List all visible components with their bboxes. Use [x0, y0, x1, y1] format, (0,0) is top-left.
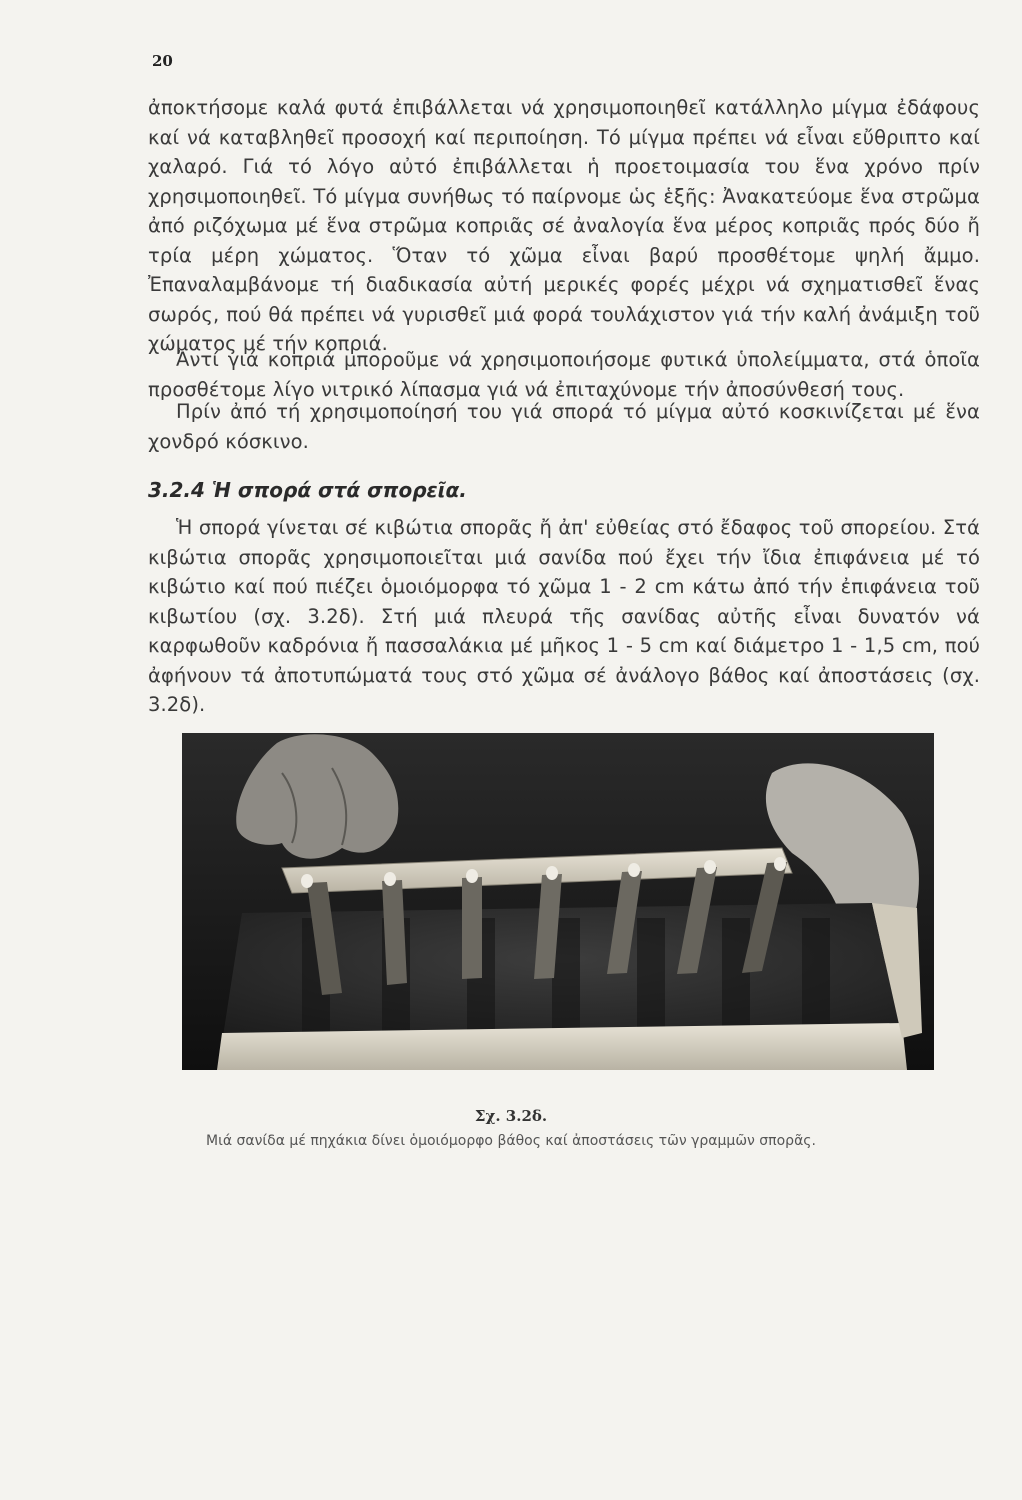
figure-caption: Μιά σανίδα μέ πηχάκια δίνει ὁμοιόμορφο βάθος καί ἀποστάσεις τῶν γραμμῶν σπορᾶς. [206, 1133, 816, 1149]
page-number: 20 [152, 52, 173, 70]
paragraph-plant-residues: Ἀντί γιά κοπριά μποροῦμε νά χρησιμοποιήσομε φυτικά ὑπολείμματα, στά ὁποῖα προσθέτομε λίγο νιτρικό λίπασμα γιά νά ἐπιταχύνομε τήν ἀποσύνθεσή τους. [148, 348, 980, 401]
figure-photo [182, 733, 934, 1070]
section-heading: 3.2.4 Ἡ σπορά στά σπορεῖα. [148, 478, 467, 502]
paragraph-soil-mix: ἀποκτήσομε καλά φυτά ἐπιβάλλεται νά χρησιμοποιηθεῖ κατάλληλο μίγμα ἐδάφους καί νά καταβληθεῖ προσοχή καί περιποίηση. Τό μίγμα πρέπει νά εἶναι εὔθριπτο καί χαλαρό. Γιά τό λόγο αὐτό ἐπιβάλλεται ἡ προετοιμασία του ἕνα χρόνο πρίν χρησιμοποιηθεῖ. Τό μίγμα συνήθως τό παίρνομε ὡς ἑξῆς: Ἀνακατεύομε ἕνα στρῶμα ἀπό ριζόχωμα μέ ἕνα στρῶμα κοπριᾶς σέ ἀναλογία ἕνα μέρος κοπριᾶς πρός δύο ἤ τρία μέρη χώματος. Ὅταν τό χῶμα εἶναι βαρύ προσθέτομε ψηλή ἄμμο. Ἐπαναλαμβάνομε τή διαδικασία αὐτή μερικές φορές μέχρι νά σχηματισθεῖ ἕνας σωρός, πού θά πρέπει νά γυρισθεῖ μιά φορά τουλάχιστον γιά τήν καλή ἀνάμιξη τοῦ χώματος μέ τήν κοπριά. [148, 96, 980, 355]
figure-label: Σχ. 3.2δ. [474, 1107, 548, 1125]
seed-box-board-illustration [182, 733, 934, 1070]
paragraph-sowing: Ἡ σπορά γίνεται σέ κιβώτια σπορᾶς ἤ ἀπ' εὐθείας στό ἔδαφος τοῦ σπορείου. Στά κιβώτια σπορᾶς χρησιμοποιεῖται μιά σανίδα πού ἔχει τήν ἴδια ἐπιφάνεια μέ τό κιβώτιο καί πού πιέζει ὁμοιόμορφα τό χῶμα 1 - 2 cm κάτω ἀπό τήν ἐπιφάνεια τοῦ κιβωτίου (σχ. 3.2δ). Στή μιά πλευρά τῆς σανίδας αὐτῆς εἶναι δυνατόν νά καρφωθοῦν καδρόνια ἤ πασσαλάκια μέ μῆκος 1 - 5 cm καί διάμετρο 1 - 1,5 cm, πού ἀφήνουν τά ἀποτυπώματά τους στό χῶμα σέ ἀνάλογο βάθος καί ἀποστάσεις (σχ. 3.2δ). [148, 516, 980, 716]
paragraph-sieving: Πρίν ἀπό τή χρησιμοποίησή του γιά σπορά τό μίγμα αὐτό κοσκινίζεται μέ ἕνα χονδρό κόσκινο. [148, 400, 980, 453]
